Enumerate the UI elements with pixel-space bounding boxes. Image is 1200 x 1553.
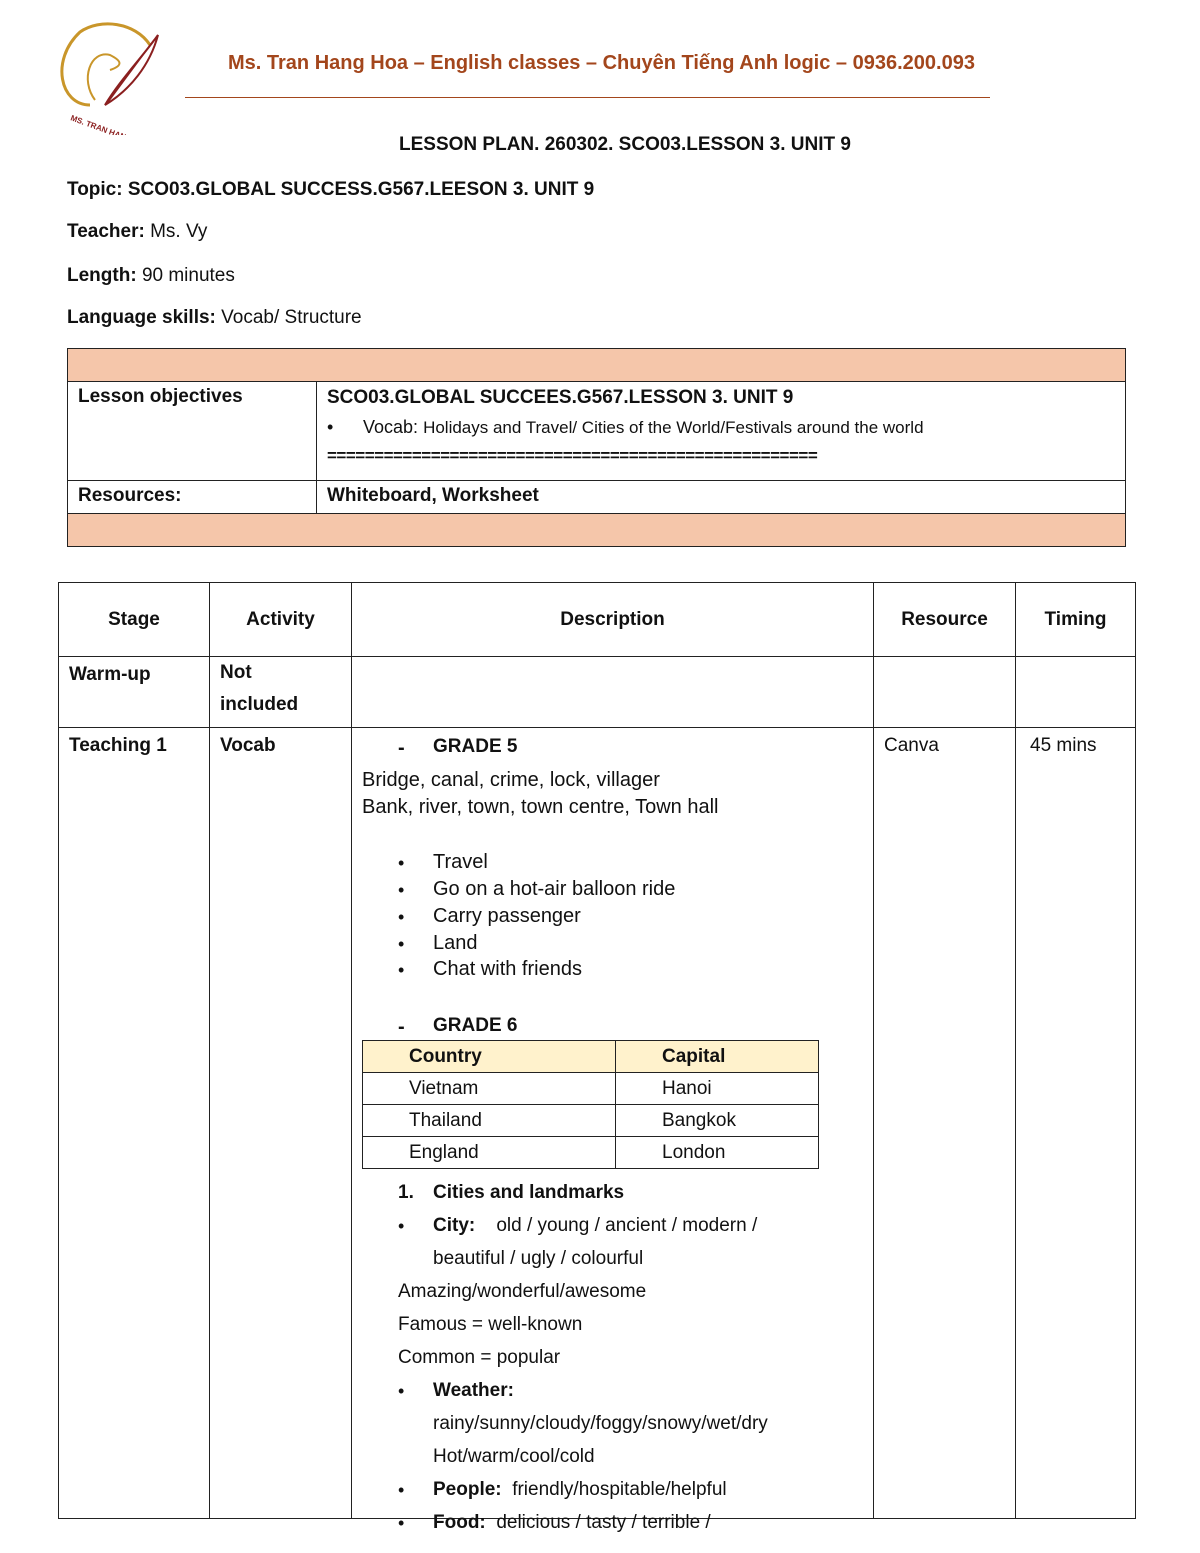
people-label: People:	[433, 1479, 502, 1500]
objectives-bullet: • Vocab: Holidays and Travel/ Cities of the World/Festivals around the world	[327, 417, 924, 437]
skills-line	[67, 307, 362, 329]
separator: ====================================================	[327, 446, 818, 465]
resource-cell: Canva	[874, 728, 1016, 1519]
country-cell: England	[363, 1137, 616, 1169]
weather-text: Hot/warm/cool/cold	[433, 1446, 595, 1467]
teacher-value: Ms. Vy	[150, 221, 208, 242]
country-cell: Vietnam	[363, 1073, 616, 1105]
people-text: friendly/hospitable/helpful	[512, 1479, 727, 1500]
weather-label: Weather:	[433, 1380, 514, 1401]
city-text: old / young / ancient / modern /	[496, 1215, 758, 1236]
grade6-heading: GRADE 6	[433, 1015, 518, 1036]
stage-cell: Warm-up	[59, 657, 210, 728]
header-capital: Capital	[616, 1041, 819, 1073]
country-cell: Thailand	[363, 1105, 616, 1137]
vocab-line: Amazing/wonderful/awesome	[398, 1281, 647, 1302]
logo	[50, 20, 168, 135]
header-country: Country	[363, 1041, 616, 1073]
objectives-table	[67, 348, 1126, 547]
food-label: Food:	[433, 1512, 486, 1533]
city-text: beautiful / ugly / colourful	[433, 1248, 644, 1269]
topic-label: Topic:	[67, 179, 123, 200]
fill-row	[68, 349, 1126, 382]
header-timing: Timing	[1016, 583, 1136, 657]
activity-cell: Vocab	[210, 728, 352, 1519]
topic-line	[67, 179, 594, 201]
timing-cell	[1016, 657, 1136, 728]
capital-cell: Bangkok	[616, 1105, 819, 1137]
description-cell: - GRADE 5 Bridge, canal, crime, lock, villager Bank, river, town, town centre, Town hall • Travel • Go on a hot-air balloon ride • Carry passenger • Land • Chat with friends - GRADE 6 Country Capital Vietnam Hanoi Thailand Bangkok England London 1. Cities and landmarks • City: old / young / ancient / modern / beautiful / ugly / colourful Amazing/wonderful/awesome Famous = well-known Common = popular • Weather: rainy/sunny/cloudy/foggy/snowy/wet/dry Hot/warm/cool/cold • People: friendly/hospitable/helpful • Food: delicious / tasty / terrible /	[352, 728, 874, 1519]
skills-label: Language skills:	[67, 307, 216, 328]
length-value: 90 minutes	[141, 265, 235, 286]
vocab-line: Famous = well-known	[398, 1314, 583, 1335]
bullet-label: Vocab:	[363, 417, 419, 437]
resources-value: Whiteboard, Worksheet	[317, 481, 1126, 514]
resource-cell	[874, 657, 1016, 728]
table-row	[363, 1137, 819, 1169]
fill-row	[68, 514, 1126, 547]
resources-label: Resources:	[68, 481, 317, 514]
section-heading: Cities and landmarks	[433, 1182, 625, 1203]
stage-cell: Teaching 1	[59, 728, 210, 1519]
table-row	[59, 728, 1136, 1519]
g5-line: Bank, river, town, town centre, Town hall	[362, 796, 719, 818]
header-description: Description	[352, 583, 874, 657]
length-line	[67, 265, 235, 287]
svg-text:MS. TRAN HANG HOA: MS. TRAN HANG HOA	[69, 113, 152, 135]
list-item: Chat with friends	[433, 958, 582, 980]
activity-line: included	[220, 694, 299, 715]
header-stage: Stage	[59, 583, 210, 657]
capitals-table	[362, 1040, 819, 1169]
table-row	[59, 657, 1136, 728]
topic-value: SCO03.GLOBAL SUCCESS.G567.LEESON 3. UNIT 9	[127, 179, 595, 200]
food-text: delicious / tasty / terrible /	[496, 1512, 711, 1533]
table-row	[363, 1105, 819, 1137]
bullet-text: Holidays and Travel/ Cities of the World/Festivals around the world	[423, 418, 924, 437]
header-resource: Resource	[874, 583, 1016, 657]
vocab-line: Common = popular	[398, 1347, 561, 1368]
header-activity: Activity	[210, 583, 352, 657]
description-cell	[352, 657, 874, 728]
lesson-plan-table	[58, 582, 1136, 1533]
objectives-heading: SCO03.GLOBAL SUCCEES.G567.LESSON 3. UNIT 9	[327, 387, 794, 408]
capital-cell: London	[616, 1137, 819, 1169]
teacher-label: Teacher:	[67, 221, 145, 242]
page-title: LESSON PLAN. 260302. SCO03.LESSON 3. UNIT 9	[399, 134, 851, 155]
teacher-line	[67, 221, 207, 243]
timing-cell: 45 mins	[1016, 728, 1136, 1519]
grade5-heading: GRADE 5	[433, 736, 518, 757]
brand-header: Ms. Tran Hang Hoa – English classes – Chuyên Tiếng Anh logic – 0936.200.093	[228, 52, 975, 74]
skills-value: Vocab/ Structure	[221, 307, 362, 328]
weather-text: rainy/sunny/cloudy/foggy/snowy/wet/dry	[433, 1413, 768, 1434]
g5-line: Bridge, canal, crime, lock, villager	[362, 769, 660, 791]
list-item: Go on a hot-air balloon ride	[433, 878, 676, 900]
activity-line: Not	[220, 662, 252, 683]
city-label: City:	[433, 1215, 476, 1236]
length-label: Length:	[67, 265, 137, 286]
header-divider	[185, 97, 990, 98]
table-row	[363, 1073, 819, 1105]
list-item: Carry passenger	[433, 905, 581, 927]
objectives-value	[317, 382, 1126, 481]
objectives-label: Lesson objectives	[68, 382, 317, 481]
activity-cell	[210, 657, 352, 728]
capital-cell: Hanoi	[616, 1073, 819, 1105]
list-item: Travel	[433, 851, 488, 873]
list-item: Land	[433, 932, 478, 954]
